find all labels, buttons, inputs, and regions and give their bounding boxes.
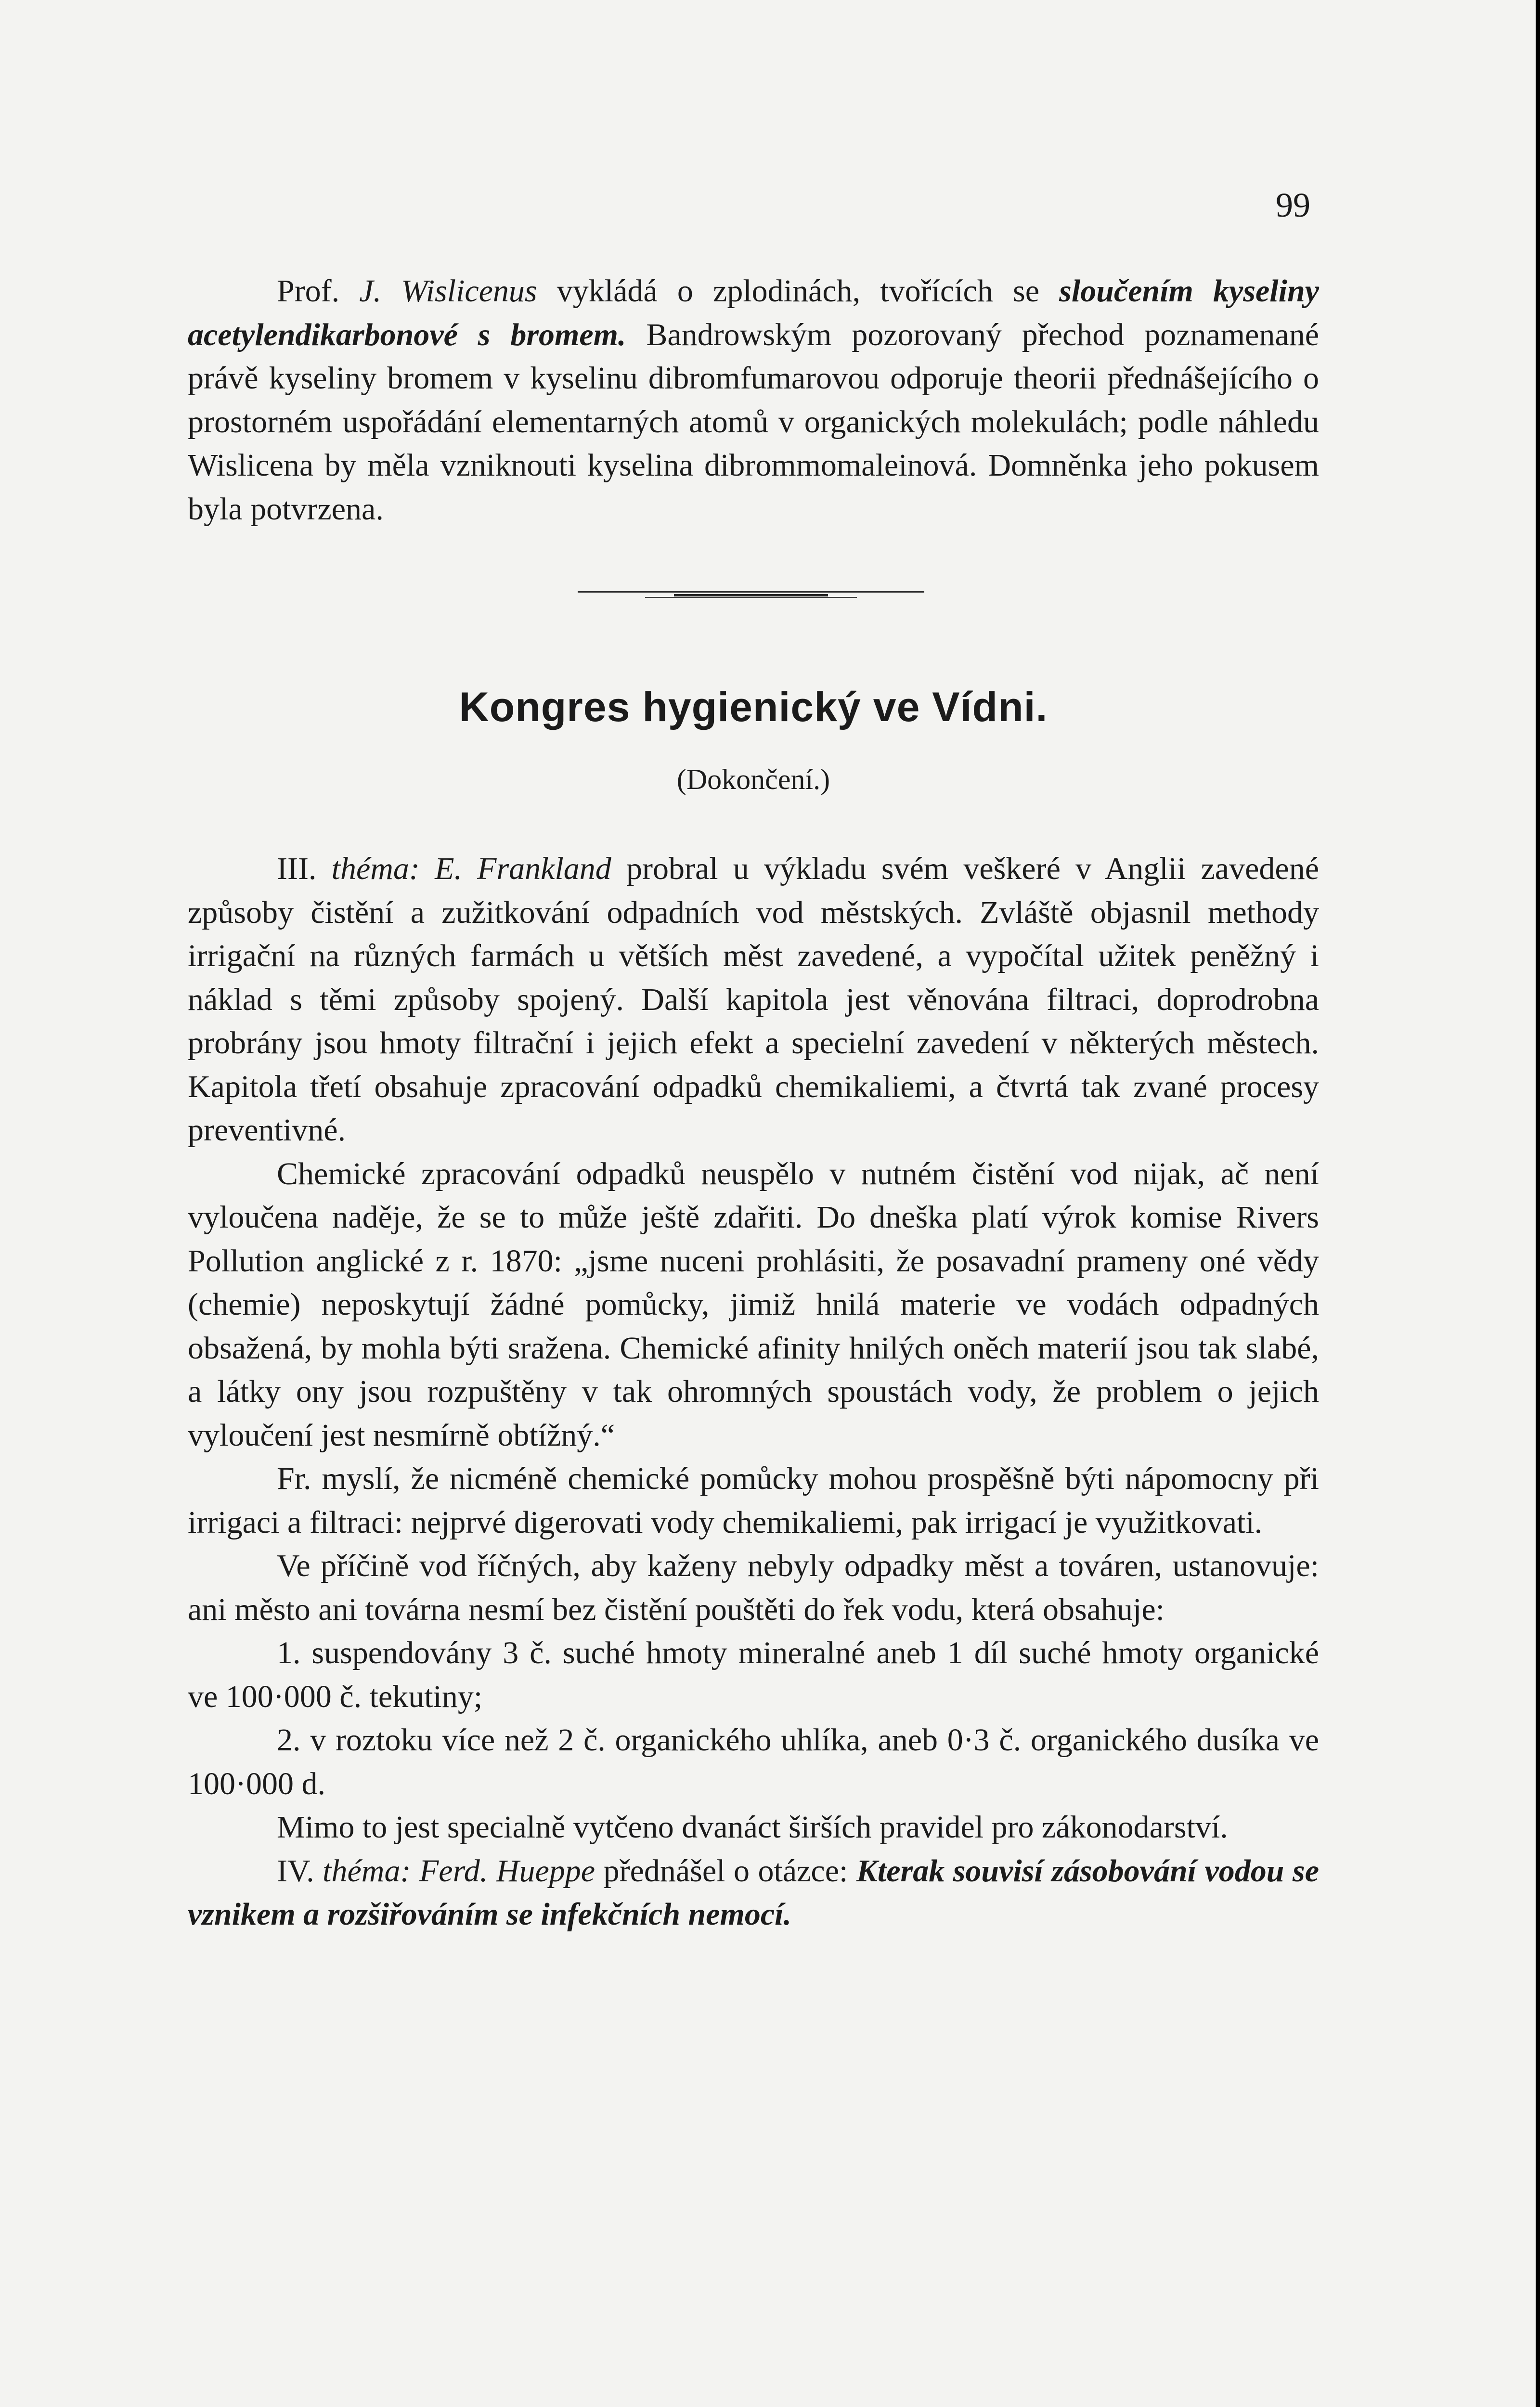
list-item-1: 1. suspendovány 3 č. suché hmoty mineralné aneb 1 díl suché hmoty organické ve 100·000 č. tekutiny; bbox=[188, 1635, 1319, 1714]
text-run: probral u výkladu svém veškeré v Anglii zavedené způsoby čistění a zužitkování odpadních vod městských. Zvláště objasnil methody irrigační na různých farmách u větších měst zavedené, a vypočítal užitek peněžný i náklad s těmi způsoby spojený. Další kapitola jest věnována filtraci, doprodrobna probrány jsou hmoty filtrační i jejich efekt a specielní zavedení v některých městech. Kapitola třetí obsahuje zpracování odpadků chemikaliemi, a čtvrtá tak zvané procesy preventivné. bbox=[188, 851, 1319, 1148]
paragraph-wislicenus bbox=[188, 270, 1319, 531]
author-name: Ferd. Hueppe bbox=[419, 1853, 595, 1889]
paragraph-irrigation: Fr. myslí, že nicméně chemické pomůcky mohou prospěšně býti nápomocny při irrigaci a filtraci: nejprvé digerovati vody chemikaliemi, pak irrigací je využitkovati. bbox=[188, 1461, 1319, 1540]
section-subheading: (Dokončení.) bbox=[676, 764, 830, 795]
text-run: Bandrowským pozorovaný přechod poznamenané právě kyseliny bromem v kyselinu dibromfumarovou odporuje theorii přednášejícího o prostorném uspořádání elementarných atomů v organických molekulách; podle náhledu Wislicena by měla vzniknouti kyselina dibrommomaleinová. Domněnka jeho pokusem byla potvrzena. bbox=[188, 317, 1319, 527]
body-section bbox=[188, 847, 1319, 1937]
top-section bbox=[188, 270, 1319, 531]
page-number: 99 bbox=[1276, 186, 1310, 224]
author-name: J. Wislicenus bbox=[359, 273, 537, 309]
section-divider bbox=[578, 591, 924, 598]
emphasized-topic: Kterak souvisí zásobování vodou se vznikem a rozšiřováním se infekčních nemocí. bbox=[188, 1853, 1319, 1932]
emphasized-topic: sloučením kyseliny acetylendikarbonové s bromem. bbox=[188, 273, 1319, 352]
paragraph-chemical: Chemické zpracování odpadků neuspělo v nutném čistění vod nijak, ač není vyloučena naděje, že se to může ještě zdařiti. Do dneška platí výrok komise Rivers Pollution anglické z r. 1870: „jsme nuceni prohlásiti, že posavadní prameny oné vědy (chemie) neposkytují žádné pomůcky, jimiž hnilá materie ve vodách odpadných obsažená, by mohla býti sražena. Chemické afinity hnilých oněch materií jsou tak slabé, a látky ony jsou rozpuštěny v tak ohromných spoustách vody, že problem o jejich vyloučení jest nesmírně obtížný.“ bbox=[188, 1156, 1319, 1453]
paragraph-hueppe bbox=[188, 1850, 1319, 1937]
paragraph-rules: Mimo to jest specialně vytčeno dvanáct širších pravidel pro zákonodarství. bbox=[277, 1810, 1228, 1845]
text-run: III. bbox=[277, 851, 332, 886]
text-run: vykládá o zplodinách, tvořících se bbox=[537, 273, 1060, 309]
text-run: IV. bbox=[277, 1853, 323, 1889]
paragraph-frankland bbox=[188, 847, 1319, 1152]
list-item-2: 2. v roztoku více než 2 č. organického uhlíka, aneb 0·3 č. organického dusíka ve 100·000 d. bbox=[188, 1722, 1319, 1801]
text-run: Prof. bbox=[277, 273, 360, 309]
author-name: E. Frankland bbox=[435, 851, 611, 886]
text-run: přednášel o otázce: bbox=[595, 1853, 856, 1889]
section-heading: Kongres hygienický ve Vídni. bbox=[459, 684, 1048, 730]
theme-label: théma: bbox=[331, 851, 420, 886]
paragraph-rivers: Ve příčině vod říčných, aby kaženy nebyly odpadky měst a továren, ustanovuje: ani město ani továrna nesmí bez čistění pouštěti do řek vodu, která obsahuje: bbox=[188, 1548, 1319, 1627]
theme-label: théma: bbox=[323, 1853, 411, 1889]
